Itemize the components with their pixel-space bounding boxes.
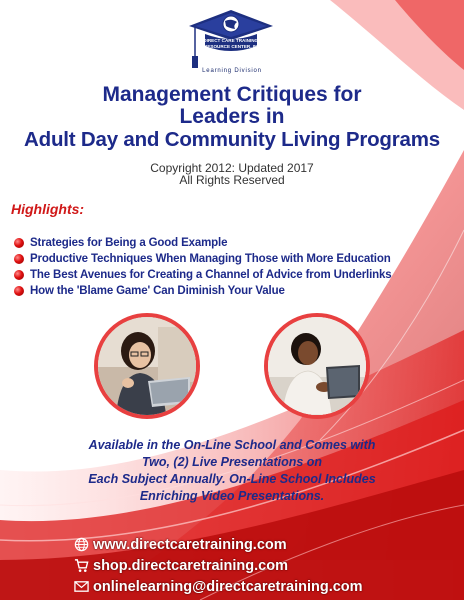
- highlights-heading: Highlights:: [11, 201, 85, 217]
- shop-text: shop.directcaretraining.com: [93, 557, 288, 574]
- availability-line-1: Available in the On-Line School and Comes with: [88, 438, 376, 452]
- logo-org-line2: RESOURCE CENTER, INC.: [204, 44, 262, 49]
- copyright-line-1: Copyright 2012: Updated 2017: [150, 161, 314, 175]
- availability-line-4: Enriching Video Presentations.: [139, 489, 325, 503]
- red-ball-icon: [14, 238, 24, 248]
- copyright-line-2: All Rights Reserved: [179, 173, 285, 187]
- website-link[interactable]: [74, 534, 363, 555]
- shopping-cart-icon: [74, 558, 89, 573]
- logo-org-line1: DIRECT CARE TRAINING &: [203, 38, 263, 43]
- availability-line-2: Two, (2) Live Presentations on: [141, 455, 323, 469]
- contact-links: [74, 534, 363, 597]
- envelope-icon: [74, 579, 89, 594]
- red-ball-icon: [14, 270, 24, 280]
- globe-icon: [74, 537, 89, 552]
- highlight-text: Productive Techniques When Managing Those with More Education: [30, 253, 391, 265]
- shop-link[interactable]: [74, 555, 363, 576]
- list-item: [14, 283, 392, 299]
- highlights-list: [14, 235, 392, 299]
- graduation-cap-icon: [185, 4, 277, 76]
- list-item: [14, 267, 392, 283]
- title-line-1: Management Critiques for: [102, 83, 362, 106]
- page-title: [0, 84, 464, 151]
- division-label: Learning Division: [202, 68, 262, 74]
- copyright-notice: [0, 162, 464, 186]
- email-text: onlinelearning@directcaretraining.com: [93, 578, 363, 595]
- title-line-2: Leaders in: [179, 105, 285, 128]
- availability-line-3: Each Subject Annually. On-Line School Includes: [88, 472, 376, 486]
- email-link[interactable]: [74, 576, 363, 597]
- student-photo-right: [264, 313, 370, 419]
- title-line-3: Adult Day and Community Living Programs: [24, 128, 440, 151]
- list-item: [14, 251, 392, 267]
- list-item: [14, 235, 392, 251]
- red-ball-icon: [14, 254, 24, 264]
- red-ball-icon: [14, 286, 24, 296]
- highlight-text: How the 'Blame Game' Can Diminish Your Value: [30, 285, 285, 297]
- highlight-text: The Best Avenues for Creating a Channel of Advice from Underlinks: [30, 269, 392, 281]
- highlight-text: Strategies for Being a Good Example: [30, 237, 228, 249]
- availability-text: [0, 437, 464, 505]
- student-photo-left: [94, 313, 200, 419]
- website-text: www.directcaretraining.com: [93, 536, 287, 553]
